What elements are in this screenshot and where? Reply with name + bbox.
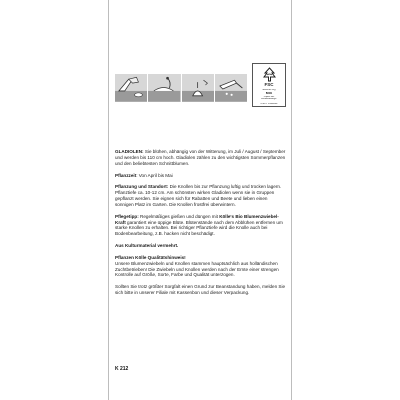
heading-kultur: Aus Kulturmaterial vermehrt. bbox=[115, 243, 179, 249]
fsc-tree-icon bbox=[262, 67, 277, 82]
text-beanstandung: Sollten Sie trotz größter Sorgfalt einen Grund zur Beanstandung haben, melden Sie sich bitte in unserer Filiale mit Kassenbon und dieser Verpackung. bbox=[115, 284, 286, 296]
paragraph-kultur bbox=[115, 243, 287, 249]
planting-step-1-icon bbox=[115, 74, 147, 102]
description-text bbox=[115, 149, 287, 302]
paragraph-beanstandung bbox=[115, 284, 287, 296]
paragraph-standort bbox=[115, 184, 287, 208]
text-pflegetipp-1: Regelmäßiges gießen und düngen mit bbox=[138, 213, 220, 219]
product-label-card bbox=[108, 0, 292, 400]
planting-step-3-icon bbox=[182, 74, 214, 102]
paragraph-gladiolen bbox=[115, 149, 287, 167]
brand-name: Kölle's Bio Blumenzwiebel-Kraft bbox=[115, 213, 279, 225]
fsc-logo bbox=[252, 63, 286, 107]
fsc-url: www.fsc.org bbox=[262, 89, 276, 91]
fsc-line-2: verantwortungs- bbox=[261, 98, 277, 101]
heading-standort: Pflanzung und Standort: bbox=[115, 184, 169, 190]
text-gladiolen: Sie blühen, abhängig von der Witterung, im Juli / August / September und werden bis 110 cm hoch. Gladiolen zählen zu den wichtigsten Sommerpflanzen und den beliebtesten Schnittblumen. bbox=[115, 149, 286, 166]
article-code: K 212 bbox=[115, 366, 129, 372]
heading-qualitaet: Pflanzen Kölle Qualitätshinweis! bbox=[115, 254, 186, 260]
paragraph-pflegetipp bbox=[115, 214, 287, 238]
fsc-name: FSC bbox=[264, 83, 274, 87]
planting-step-4-icon bbox=[215, 74, 247, 102]
fsc-line-1: Papier aus bbox=[263, 96, 275, 98]
fsc-mix: MIX bbox=[265, 92, 273, 95]
heading-pflegetipp: Pflegetipp: bbox=[115, 213, 139, 219]
text-pflanzzeit: : Von April bis Mai bbox=[136, 172, 173, 178]
text-qualitaet: Unsere Blumenzwiebeln und Knollen stammen hauptsächlich aus holländischen Zuchtbetrieben! Die Zwiebeln und Knollen werden nach der Ernte einer strengen Kontrolle auf Größe, Sorte, Farbe und Qualität unterzogen. bbox=[115, 260, 279, 278]
planting-step-2-icon bbox=[148, 74, 180, 102]
text-standort: Die Knollen bis zur Pflanzung luftig und trocken lagern. Pflanztiefe ca. 10-12 cm. Am schönsten wirken Gladiolen wenn sie in Gruppen gepflanzt werden. Sie eignen sich für Rabatten und Beete und lieben einen sonnigen Platz im Garten. Die Knollen frostfrei überwintern. bbox=[115, 184, 282, 207]
fsc-code: FSC® C114889 bbox=[260, 103, 278, 105]
text-pflegetipp-2: garantiert eine üppige Blüte. Blütenstände nach dem Abblühen entfernen um starke Knollen zu erhalten. Bei richtiger Pflanztiefe wird die Knolle auch bei Bodenbearbeitung, z.B. hacken nicht beschädigt. bbox=[115, 219, 283, 237]
heading-gladiolen: GLADIOLEN: bbox=[115, 149, 144, 154]
planting-instructions-strip bbox=[115, 74, 247, 102]
paragraph-qualitaet bbox=[115, 255, 287, 279]
heading-pflanzzeit: Pflanzzeit bbox=[115, 172, 137, 178]
paragraph-pflanzzeit bbox=[115, 173, 287, 179]
